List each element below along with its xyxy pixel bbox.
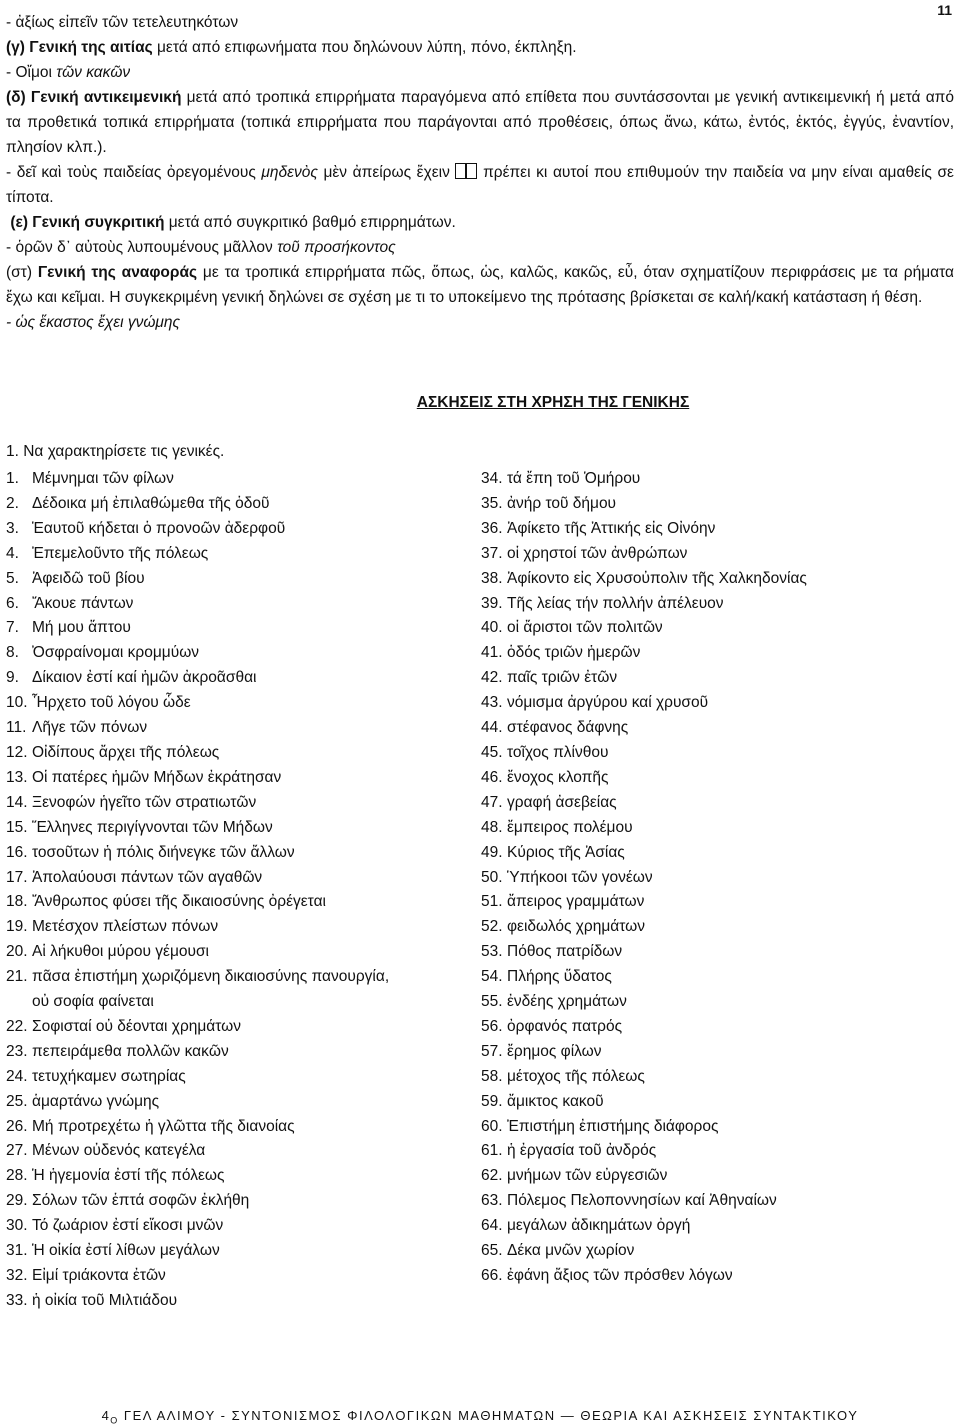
list-item bbox=[481, 517, 951, 542]
item-text: Ἧρχετο τοῦ λόγου ὧδε bbox=[32, 694, 191, 712]
list-item bbox=[481, 866, 951, 891]
example-line bbox=[6, 60, 954, 85]
item-text: ἐνδέης χρημάτων bbox=[507, 993, 627, 1011]
list-item bbox=[481, 1115, 951, 1140]
footer-superscript: Ο bbox=[110, 1415, 119, 1426]
item-text: Ἄκουε πάντων bbox=[32, 594, 134, 612]
item-text: Πόθος πατρίδων bbox=[507, 943, 623, 961]
item-text: Εἰμί τριάκοντα ἐτῶν bbox=[32, 1267, 166, 1284]
list-item bbox=[6, 716, 476, 741]
list-item bbox=[481, 641, 951, 666]
list-item bbox=[6, 592, 476, 617]
item-number: 12. bbox=[6, 743, 28, 761]
item-number: 9. bbox=[6, 669, 19, 687]
item-text: Οἰδίπους ἄρχει τῆς πόλεως bbox=[32, 743, 220, 761]
list-item bbox=[6, 1139, 476, 1164]
item-number: 24. bbox=[6, 1067, 28, 1085]
example-line bbox=[6, 235, 954, 260]
list-item bbox=[481, 791, 951, 816]
rule-heading: (δ) Γενική αντικειμενική bbox=[6, 89, 182, 106]
item-number: 18. bbox=[6, 893, 28, 911]
item-number: 2. bbox=[6, 494, 19, 512]
list-item bbox=[481, 1264, 951, 1289]
item-number: 33. bbox=[6, 1291, 28, 1309]
rule-text: μετά από συγκριτικό βαθμό επιρρημάτων. bbox=[164, 214, 456, 231]
rule-line bbox=[6, 85, 954, 160]
item-number: 56. bbox=[481, 1017, 503, 1035]
translation-text: πρέπει κι αυτοί που επιθυμούν την παιδεία να μην είναι αμαθείς σε τίποτα. bbox=[6, 164, 954, 206]
theory-section bbox=[6, 10, 954, 335]
item-text: τοῖχος πλίνθου bbox=[507, 743, 609, 761]
item-text: Τῆς λείας τήν πολλήν ἀπέλευον bbox=[507, 594, 724, 612]
item-text: Τό ζωάριον ἐστί εἴκοσι μνῶν bbox=[32, 1217, 224, 1235]
example-italic: τῶν κακῶν bbox=[56, 64, 131, 81]
item-number: 59. bbox=[481, 1092, 503, 1110]
item-text: οἱ ἄριστοι τῶν πολιτῶν bbox=[507, 619, 663, 637]
item-number: 22. bbox=[6, 1017, 28, 1035]
rule-text: μετά από τροπικά επιρρήματα παραγόμενα από επίθετα που συντάσσονται με γενική αντικειμενική ή μετά από τα προθετικά τοπικά επιρρήματα (τοπικά επιρρήματα που παράγονται από προθέσεις, όπως ἄνω, κάτω, ἐντός, ἐκτός, ἐγγύς, ἐναντίον, πλησίον κλπ.). bbox=[6, 89, 954, 156]
item-text: Πλήρης ὕδατος bbox=[507, 968, 612, 986]
item-text: Ξενοφών ἡγεῖτο τῶν στρατιωτῶν bbox=[32, 793, 257, 811]
list-item bbox=[481, 766, 951, 791]
item-number: 32. bbox=[6, 1267, 28, 1284]
rule-text: με τα τροπικά επιρρήματα πῶς, ὅπως, ὡς, καλῶς, κακῶς, εὖ, όταν σχηματίζουν περιφράσεις με τα ρήματα ἔχω και κεῖμαι. Η συγκεκριμένη γενική δηλώνει σε σχέση με τι το υποκείμενο της πρότασης βρίσκεται σε καλή/κακή κατάσταση ή θέση. bbox=[6, 264, 954, 306]
item-number: 14. bbox=[6, 793, 28, 811]
item-number: 42. bbox=[481, 669, 503, 687]
item-text: Ἀφίκετο τῆς Ἀττικής εἰς Οἰνόην bbox=[507, 519, 716, 537]
list-item bbox=[481, 841, 951, 866]
item-text: Ἀφειδῶ τοῦ βίου bbox=[32, 569, 145, 587]
item-number: 39. bbox=[481, 594, 503, 612]
list-item bbox=[6, 791, 476, 816]
list-item bbox=[481, 1214, 951, 1239]
list-item bbox=[481, 467, 951, 492]
item-text: ἔμπειρος πολέμου bbox=[507, 818, 633, 836]
item-text: ἄμικτος κακοῦ bbox=[507, 1092, 604, 1110]
exercises-title: ΑΣΚΗΣΕΙΣ ΣΤΗ ΧΡΗΣΗ ΤΗΣ ΓΕΝΙΚΗΣ bbox=[416, 394, 690, 411]
list-item bbox=[481, 1090, 951, 1115]
item-number: 57. bbox=[481, 1042, 503, 1060]
item-number: 46. bbox=[481, 768, 503, 786]
list-item bbox=[6, 1214, 476, 1239]
example-text: - ὁρῶν δ᾽ αὐτοὺς λυπουμένους μᾶλλον bbox=[6, 239, 278, 256]
page-number: 11 bbox=[937, 2, 952, 18]
item-text: παῖς τριῶν ἐτῶν bbox=[507, 669, 618, 687]
item-text: Λῆγε τῶν πόνων bbox=[32, 719, 148, 737]
item-text: ἄπειρος γραμμάτων bbox=[507, 893, 645, 911]
item-text: νόμισμα ἀργύρου καί χρυσοῦ bbox=[507, 694, 709, 712]
item-number: 29. bbox=[6, 1192, 28, 1210]
item-text: μνήμων τῶν εὐργεσιῶν bbox=[507, 1167, 668, 1185]
list-item bbox=[481, 616, 951, 641]
list-item bbox=[6, 816, 476, 841]
item-number: 27. bbox=[6, 1142, 28, 1160]
item-number: 65. bbox=[481, 1242, 503, 1260]
example-line bbox=[6, 160, 954, 210]
item-text: ὀρφανός πατρός bbox=[507, 1017, 623, 1035]
item-number bbox=[6, 990, 32, 1015]
item-number: 34. bbox=[481, 470, 503, 487]
item-number: 55. bbox=[481, 993, 503, 1011]
item-number: 17. bbox=[6, 868, 28, 886]
item-text: ἁμαρτάνω γνώμης bbox=[32, 1092, 160, 1110]
item-text: Μή μου ἅπτου bbox=[32, 619, 131, 637]
item-text: ἡ ἐργασία τοῦ ἀνδρός bbox=[507, 1142, 657, 1160]
item-text: Ἑαυτοῦ κήδεται ὁ προνοῶν ἀδερφοῦ bbox=[32, 519, 286, 537]
list-item bbox=[481, 592, 951, 617]
list-item bbox=[481, 816, 951, 841]
list-item bbox=[481, 965, 951, 990]
item-number: 43. bbox=[481, 694, 503, 712]
list-item bbox=[6, 1164, 476, 1189]
item-number: 61. bbox=[481, 1142, 503, 1160]
list-item bbox=[6, 1090, 476, 1115]
list-item bbox=[481, 915, 951, 940]
item-text: ἀνήρ τοῦ δήμου bbox=[507, 494, 617, 512]
footer-prefix: 4 bbox=[101, 1408, 111, 1423]
footer-text: ΓΕΛ ΑΛΙΜΟΥ - ΣΥΝΤΟΝΙΣΜΟΣ ΦΙΛΟΛΟΓΙΚΩΝ ΜΑΘΗΜΑΤΩΝ — ΘΕΩΡΙΑ ΚΑΙ ΑΣΚΗΣΕΙΣ ΣΥΝΤΑΚΤΙΚΟΥ bbox=[118, 1408, 859, 1423]
item-number: 60. bbox=[481, 1117, 503, 1135]
item-number: 28. bbox=[6, 1167, 28, 1185]
item-number: 63. bbox=[481, 1192, 503, 1210]
list-item bbox=[481, 990, 951, 1015]
exercise-instruction: 1. Να χαρακτηρίσετε τις γενικές. bbox=[6, 443, 225, 460]
item-number: 51. bbox=[481, 893, 503, 911]
item-number: 62. bbox=[481, 1167, 503, 1185]
list-item bbox=[6, 1189, 476, 1214]
item-text: μέτοχος τῆς πόλεως bbox=[507, 1067, 645, 1085]
exercise-list-right bbox=[481, 467, 951, 1289]
item-text: φειδωλός χρημάτων bbox=[507, 918, 645, 936]
item-text: Ἡ οἰκία ἐστί λίθων μεγάλων bbox=[32, 1242, 220, 1260]
item-text: Δέδοικα μή ἐπιλαθώμεθα τῆς ὁδοῦ bbox=[32, 494, 270, 512]
item-text: ἔνοχος κλοπῆς bbox=[507, 768, 609, 786]
item-number: 31. bbox=[6, 1242, 28, 1260]
item-number: 25. bbox=[6, 1092, 28, 1110]
item-text: Ὀσφραίνομαι κρομμύων bbox=[32, 644, 200, 662]
list-item bbox=[6, 567, 476, 592]
item-text: Ἀφίκοντο εἰς Χρυσοὐπολιν τῆς Χαλκηδονίας bbox=[507, 569, 807, 587]
item-text: Οἱ πατέρες ἡμῶν Μήδων ἐκράτησαν bbox=[32, 768, 282, 786]
item-number: 30. bbox=[6, 1217, 28, 1235]
item-text: γραφή ἀσεβείας bbox=[507, 793, 617, 811]
item-text: Ἡ ἡγεμονία ἐστί τῆς πόλεως bbox=[32, 1167, 225, 1185]
item-number: 64. bbox=[481, 1217, 503, 1235]
list-item bbox=[6, 1239, 476, 1264]
item-number: 66. bbox=[481, 1267, 503, 1284]
item-text: Μέμνημαι τῶν φίλων bbox=[32, 470, 174, 487]
rule-heading: (ε) Γενική συγκριτική bbox=[10, 214, 165, 231]
item-number: 19. bbox=[6, 918, 28, 936]
item-text: Ὑπήκοοι τῶν γονέων bbox=[507, 868, 653, 886]
rule-text: μετά από επιφωνήματα που δηλώνουν λύπη, πόνο, έκπληξη. bbox=[152, 39, 577, 56]
list-item bbox=[6, 517, 476, 542]
item-text: Ἄνθρωπος φύσει τῆς δικαιοσύνης ὀρέγεται bbox=[32, 893, 326, 911]
item-number: 3. bbox=[6, 519, 19, 537]
example-italic: τοῦ προσήκοντος bbox=[277, 239, 396, 256]
example-italic: μηδενὸς bbox=[261, 164, 318, 181]
item-number: 48. bbox=[481, 818, 503, 836]
item-number: 26. bbox=[6, 1117, 28, 1135]
list-item bbox=[6, 691, 476, 716]
item-number: 21. bbox=[6, 968, 28, 986]
item-number: 54. bbox=[481, 968, 503, 986]
example-line: - ἀξίως εἰπεῖν τῶν τετελευτηκότων bbox=[6, 14, 239, 31]
list-item bbox=[481, 567, 951, 592]
item-number: 1. bbox=[6, 470, 19, 487]
list-item bbox=[6, 741, 476, 766]
item-number: 23. bbox=[6, 1042, 28, 1060]
list-item bbox=[6, 542, 476, 567]
item-text: ἡ οἰκία τοῦ Μιλτιάδου bbox=[32, 1291, 178, 1309]
example-line: - ὡς ἕκαστος ἔχει γνώμης bbox=[6, 314, 181, 331]
list-item bbox=[6, 890, 476, 915]
item-text: οἱ χρηστοί τῶν ἀνθρώπων bbox=[507, 544, 688, 562]
item-text: Μετέσχον πλείστων πόνων bbox=[32, 918, 219, 936]
exercise-list-left bbox=[6, 467, 476, 1314]
list-item bbox=[6, 915, 476, 940]
list-item bbox=[6, 641, 476, 666]
list-item bbox=[481, 1164, 951, 1189]
list-item bbox=[481, 1189, 951, 1214]
item-number: 52. bbox=[481, 918, 503, 936]
list-item bbox=[481, 1239, 951, 1264]
list-item bbox=[6, 866, 476, 891]
list-item bbox=[6, 492, 476, 517]
list-item bbox=[6, 940, 476, 965]
list-item bbox=[481, 940, 951, 965]
list-item bbox=[481, 1065, 951, 1090]
item-number: 58. bbox=[481, 1067, 503, 1085]
item-text: Αἱ λήκυθοι μύρου γέμουσι bbox=[32, 943, 210, 961]
item-number: 53. bbox=[481, 943, 503, 961]
list-item bbox=[481, 666, 951, 691]
item-number: 50. bbox=[481, 868, 503, 886]
rule-line bbox=[6, 260, 954, 310]
list-item bbox=[6, 616, 476, 641]
item-number: 6. bbox=[6, 594, 19, 612]
page-footer bbox=[0, 1408, 960, 1426]
example-text: μὲν ἀπείρως ἔχειν bbox=[317, 164, 456, 181]
item-number: 13. bbox=[6, 768, 28, 786]
item-number: 45. bbox=[481, 743, 503, 761]
item-number: 8. bbox=[6, 644, 19, 662]
item-text: ὁδός τριῶν ἡμερῶν bbox=[507, 644, 641, 662]
item-text: τετυχήκαμεν σωτηρίας bbox=[32, 1067, 186, 1085]
list-item bbox=[6, 666, 476, 691]
list-item bbox=[6, 1264, 476, 1289]
item-number: 15. bbox=[6, 818, 28, 836]
item-number: 20. bbox=[6, 943, 28, 961]
list-item bbox=[6, 841, 476, 866]
list-item bbox=[6, 1289, 476, 1314]
list-item bbox=[481, 691, 951, 716]
rule-heading: Γενική της αναφοράς bbox=[37, 264, 198, 281]
item-text: ἐφάνη ἄξιος τῶν πρόσθεν λόγων bbox=[507, 1267, 733, 1284]
example-text: - δεῖ καὶ τοὺς παιδείας ὀρεγομένους bbox=[6, 164, 262, 181]
item-number: 36. bbox=[481, 519, 503, 537]
list-item bbox=[6, 467, 476, 492]
checkbox-glyph-icon bbox=[455, 163, 466, 179]
list-item bbox=[6, 1015, 476, 1040]
item-text: Ἕλληνες περιγίγνονται τῶν Μήδων bbox=[32, 818, 273, 836]
item-text: Σόλων τῶν ἑπτά σοφῶν ἐκλήθη bbox=[32, 1192, 250, 1210]
item-number: 10. bbox=[6, 694, 28, 712]
item-number: 44. bbox=[481, 719, 503, 737]
item-text: Μένων οὐδενός κατεγέλα bbox=[32, 1142, 206, 1160]
item-text: πεπειράμεθα πολλῶν κακῶν bbox=[32, 1042, 229, 1060]
rule-line bbox=[6, 35, 954, 60]
item-text: πᾶσα ἐπιστήμη χωριζόμενη δικαιοσύνης πανουργία, bbox=[32, 968, 390, 986]
item-text: Πόλεμος Πελοποννησίων καί Ἀθηναίων bbox=[507, 1192, 777, 1210]
item-text: Σοφισταί οὐ δέονται χρημάτων bbox=[32, 1017, 242, 1035]
list-item bbox=[481, 741, 951, 766]
item-text: ἔρημος φίλων bbox=[507, 1042, 602, 1060]
item-number: 37. bbox=[481, 544, 503, 562]
example-text: - Οἴμοι bbox=[6, 64, 57, 81]
item-text: Μή προτρεχέτω ἡ γλῶττα τῆς διανοίας bbox=[32, 1117, 295, 1135]
list-item bbox=[481, 492, 951, 517]
list-item bbox=[6, 1065, 476, 1090]
rule-line bbox=[6, 210, 954, 235]
item-number: 5. bbox=[6, 569, 19, 587]
list-item bbox=[6, 990, 476, 1015]
list-item bbox=[481, 716, 951, 741]
list-item bbox=[6, 766, 476, 791]
item-number: 38. bbox=[481, 569, 503, 587]
list-item bbox=[481, 1040, 951, 1065]
item-number: 4. bbox=[6, 544, 19, 562]
list-item bbox=[481, 1139, 951, 1164]
list-item bbox=[6, 965, 476, 990]
checkbox-glyph-icon bbox=[466, 163, 477, 179]
item-number: 35. bbox=[481, 494, 503, 512]
list-item bbox=[6, 1115, 476, 1140]
item-number: 41. bbox=[481, 644, 503, 662]
item-text: Δέκα μνῶν χωρίον bbox=[507, 1242, 635, 1260]
item-text: μεγάλων ἀδικημάτων ὀργή bbox=[507, 1217, 691, 1235]
rule-prefix: (στ) bbox=[6, 264, 38, 281]
item-number: 7. bbox=[6, 619, 19, 637]
list-item bbox=[481, 542, 951, 567]
list-item bbox=[481, 890, 951, 915]
item-number: 40. bbox=[481, 619, 503, 637]
rule-heading: (γ) Γενική της αιτίας bbox=[6, 39, 153, 56]
item-text: στέφανος δάφνης bbox=[507, 719, 629, 737]
list-item bbox=[6, 1040, 476, 1065]
item-text: Δίκαιον ἐστί καί ἡμῶν ἀκροᾶσθαι bbox=[32, 669, 257, 687]
item-text: Ἀπολαύουσι πάντων τῶν αγαθῶν bbox=[32, 868, 263, 886]
item-text: οὐ σοφία φαίνεται bbox=[32, 993, 154, 1011]
item-text: τοσοῦτων ἡ πόλις διήνεγκε τῶν ἄλλων bbox=[32, 843, 295, 861]
item-text: Κύριος τῆς Ἀσίας bbox=[507, 843, 625, 861]
item-number: 49. bbox=[481, 843, 503, 861]
item-text: τά ἔπη τοῦ Ὁμήρου bbox=[507, 470, 641, 487]
item-text: Ἐπεμελοῦντο τῆς πόλεως bbox=[32, 544, 209, 562]
item-number: 47. bbox=[481, 793, 503, 811]
list-item bbox=[481, 1015, 951, 1040]
item-text: Ἐπιστήμη ἐπιστήμης διάφορος bbox=[507, 1117, 719, 1135]
item-number: 16. bbox=[6, 843, 28, 861]
item-number: 11. bbox=[6, 719, 27, 737]
